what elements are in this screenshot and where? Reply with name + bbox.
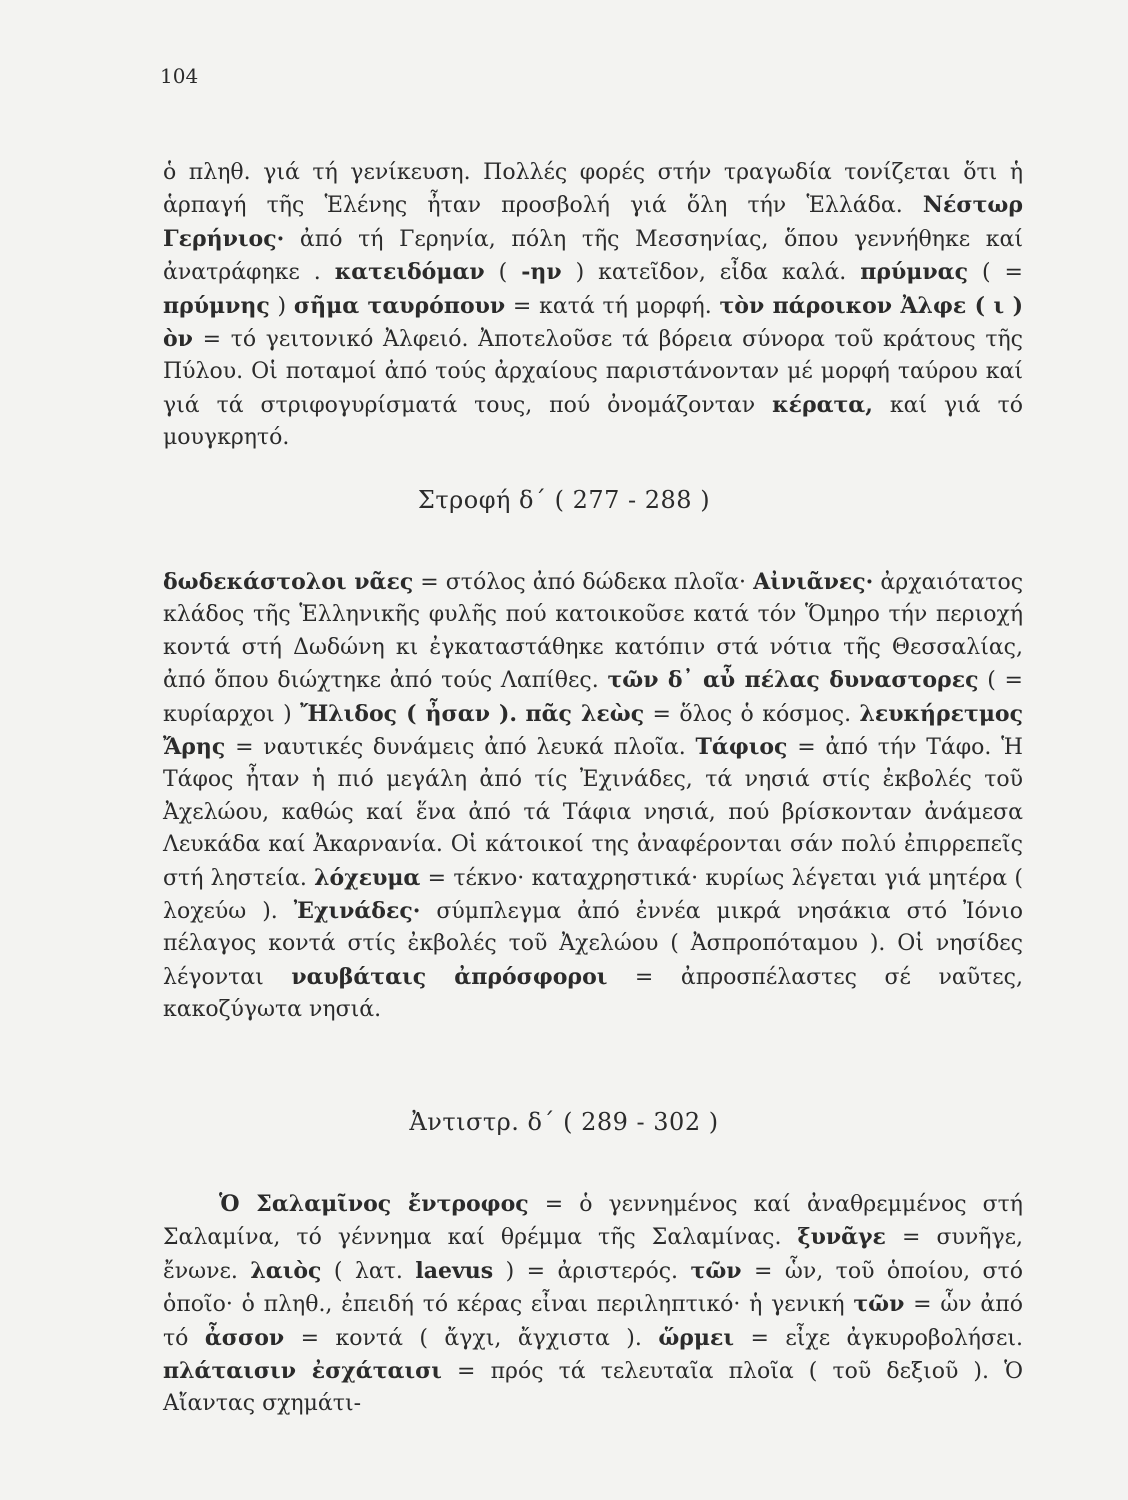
paragraph: Ὁ Σαλαμῖνος ἔντροφος = ὁ γεννημένος καί ἀναθρεμμένος στή Σαλαμίνα, τό γέννημα καί θρέμμα τῆς Σαλαμίνας. ξυνᾶγε = συνῆγε, ἔνωνε. λαιὸς ( λατ. laevus ) = ἀριστερός. τῶν = ὧν, τοῦ ὁποίου, στό ὁποῖο· ὁ πληθ., ἐπειδή τό κέρας εἶναι περιληπτικό· ἡ γενική τῶν = ὧν ἀπό τό ἆσσον = κοντά ( ἄγχι, ἄγχιστα ). ὥρμει = εἶχε ἀγκυροβολήσει. πλάταισιν ἐσχάταισι = πρός τά τελευταῖα πλοῖα ( τοῦ δεξιοῦ ). Ὁ Αἴαντας σχημάτι- [163,1191,1024,1417]
commentary-block-3 [163,1188,1023,1421]
paragraph: ὁ πληθ. γιά τή γενίκευση. Πολλές φορές στήν τραγωδία τονίζεται ὅτι ἡ ἁρπαγή τῆς Ἑλένης ἦταν προσβολή γιά ὅλη τήν Ἑλλάδα. Νέστωρ Γερήνιος· ἀπό τή Γερηνία, πόλη τῆς Μεσσηνίας, ὅπου γεννήθηκε καί ἀνατράφηκε . κατειδόμαν ( -ην ) κατεῖδον, εἶδα καλά. πρύμνας ( = πρύμνης ) σῆμα ταυρόπουν = κατά τή μορφή. τὸν πάροικον Ἀλφε ( ι ) ὸν = τό γειτονικό Ἀλφειό. Ἀποτελοῦσε τά βόρεια σύνορα τοῦ κράτους τῆς Πύλου. Οἱ ποταμοί ἀπό τούς ἀρχαίους παριστάνονταν μέ μορφή ταύρου καί γιά τά στριφογυρίσματά τους, πού ὀνομάζονταν κέρατα, καί γιά τό μουγκρητό. [163,160,1024,451]
section-heading-strophe: Στροφή δ΄ ( 277 - 288 ) [417,486,711,514]
paragraph: δωδεκάστολοι νᾶες = στόλος ἀπό δώδεκα πλοῖα· Αἰνιᾶνες· ἀρχαιότατος κλάδος τῆς Ἑλληνικῆς φυλῆς πού κατοικοῦσε κατά τόν Ὅμηρο τήν περιοχή κοντά στή Δωδώνη κι ἐγκαταστάθηκε κατόπιν στά νότια τῆς Θεσσαλίας, ἀπό ὅπου διώχτηκε ἀπό τούς Λαπίθες. τῶν δ᾽ αὖ πέλας δυναστορες ( = κυρίαρχοι ) Ἤλιδος ( ἦσαν ). πᾶς λεὼς = ὅλος ὁ κόσμος. λευκήρετμος Ἄρης = ναυτικές δυνάμεις ἀπό λευκά πλοῖα. Τάφιος = ἀπό τήν Τάφο. Ἡ Τάφος ἦταν ἡ πιό μεγάλη ἀπό τίς Ἐχινάδες, τά νησιά στίς ἐκβολές τοῦ Ἀχελώου, καθώς καί ἕνα ἀπό τά Τάφια νησιά, πού βρίσκονταν ἀνάμεσα Λευκάδα καί Ἀκαρνανία. Οἱ κάτοικοί της ἀναφέρονται σάν πολύ ἐπιρρεπεῖς στή ληστεία. λόχευμα = τέκνο· καταχρηστικά· κυρίως λέγεται γιά μητέρα ( λοχεύω ). Ἐχινάδες· σύμπλεγμα ἀπό ἐννέα μικρά νησάκια στό Ἰόνιο πέλαγος κοντά στίς ἐκβολές τοῦ Ἀχελώου ( Ἀσπροπόταμου ). Οἱ νησίδες λέγονται ναυβάταις ἀπρόσφοροι = ἀπροσπέλαστες σέ ναῦτες, κακοζύγωτα νησιά. [163,569,1024,1023]
page-number: 104 [160,64,199,88]
section-heading-antistrophe: Ἀντιστρ. δ΄ ( 289 - 302 ) [409,1108,719,1136]
commentary-block-1 [163,157,1023,455]
commentary-block-2 [163,566,1023,1027]
